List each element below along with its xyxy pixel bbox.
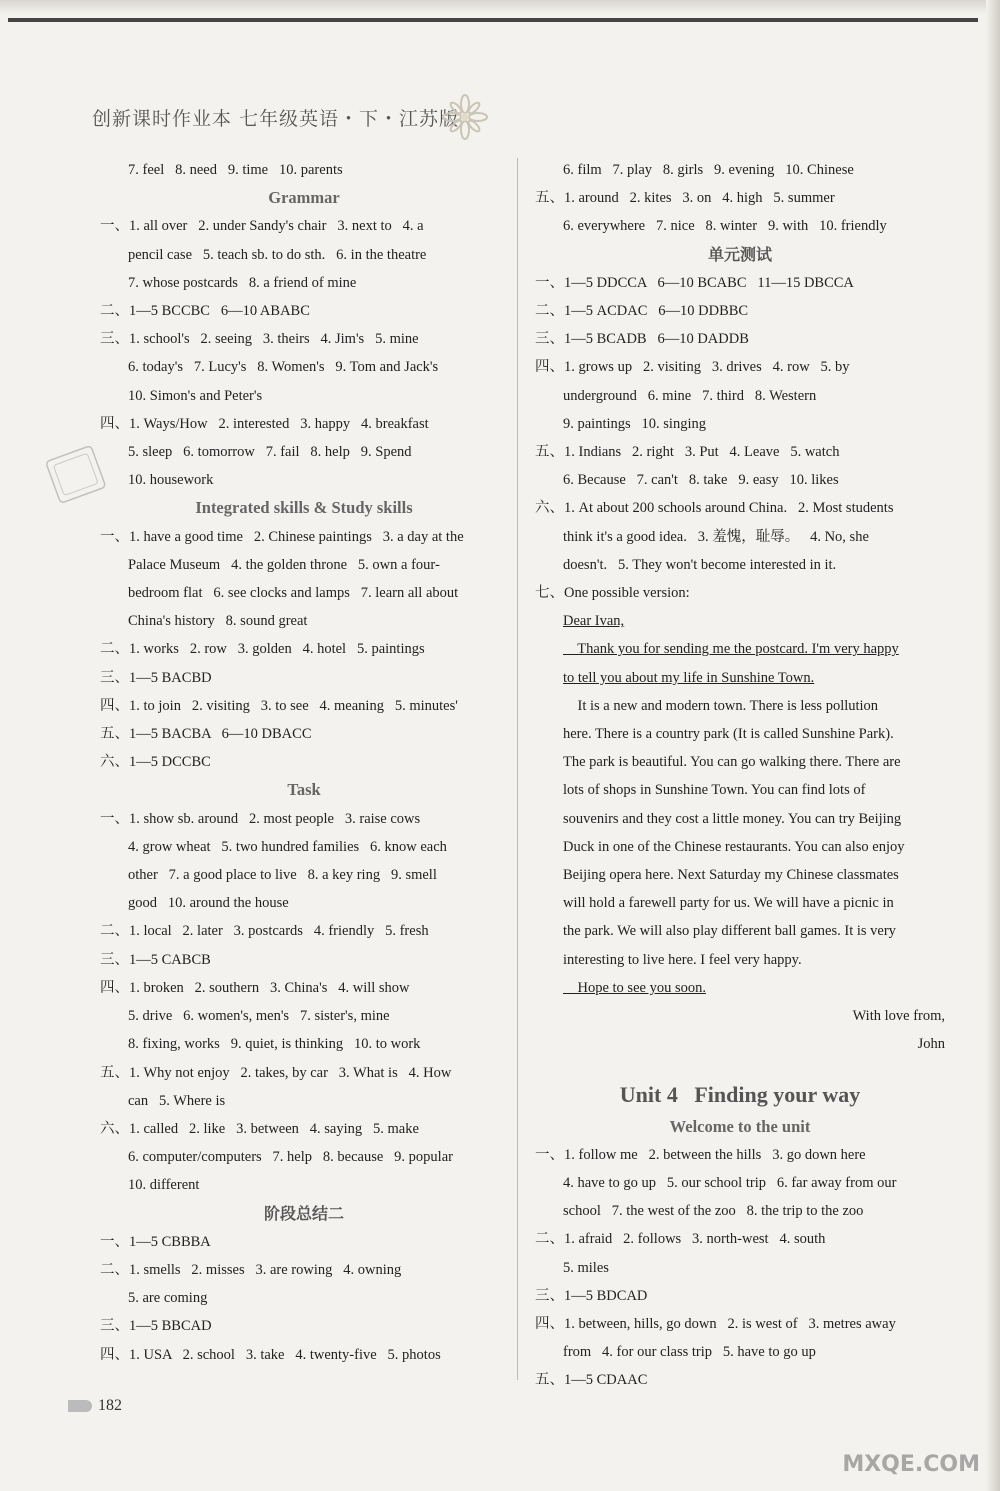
answer-line: 四、1. Ways/How 2. interested 3. happy 4. breakfast (100, 415, 429, 432)
section-heading: Welcome to the unit (669, 1116, 811, 1136)
section-heading: 单元测试 (707, 244, 772, 264)
page-tab-icon (68, 1400, 92, 1412)
page-footer (68, 1397, 122, 1415)
answer-line: 4. have to go up 5. our school trip 6. far away from our (563, 1174, 897, 1191)
answer-line: 9. paintings 10. singing (563, 415, 706, 432)
answer-line: 三、1—5 BCADB 6—10 DADDB (535, 331, 749, 348)
answer-line: Duck in one of the Chinese restaurants. You can also enjoy (563, 838, 905, 855)
answer-line: the park. We will also play different ball games. It is very (563, 923, 896, 940)
answer-line: China's history 8. sound great (128, 613, 308, 630)
answer-line: 4. grow wheat 5. two hundred families 6. know each (128, 838, 447, 855)
page-number: 182 (98, 1397, 122, 1414)
answer-line: 五、1—5 BACBA 6—10 DBACC (100, 726, 312, 743)
answer-line: 三、1—5 BDCAD (535, 1287, 648, 1304)
answer-line: 一、1. have a good time 2. Chinese paintings 3. a day at the (100, 528, 464, 545)
answer-line: 一、1—5 CBBBA (100, 1233, 211, 1250)
header-title: 创新课时作业本 七年级英语・下・江苏版 (92, 108, 460, 130)
answer-line: pencil case 5. teach sb. to do sth. 6. in the theatre (128, 246, 427, 263)
answer-line: 六、1—5 DCCBC (100, 754, 211, 771)
answer-line: 一、1. show sb. around 2. most people 3. raise cows (100, 810, 421, 827)
answer-line: 二、1. works 2. row 3. golden 4. hotel 5. paintings (100, 641, 425, 658)
answer-line: Dear Ivan, (563, 613, 625, 630)
answer-line: will hold a farewell party for us. We will have a picnic in (563, 895, 894, 912)
unit-title: Unit 4 Finding your way (619, 1081, 861, 1107)
answer-line: from 4. for our class trip 5. have to go up (563, 1344, 816, 1361)
answer-line: bedroom flat 6. see clocks and lamps 7. learn all about (128, 585, 459, 602)
page-right-edge (986, 0, 1000, 1491)
column-divider (517, 158, 518, 1380)
page-top-edge (0, 0, 1000, 14)
answer-line: The park is beautiful. You can go walking there. There are (563, 754, 901, 771)
answer-line: 六、1. called 2. like 3. between 4. saying 5. make (100, 1120, 419, 1137)
answer-line: 8. fixing, works 9. quiet, is thinking 10. to work (128, 1036, 421, 1053)
answer-line: school 7. the west of the zoo 8. the trip to the zoo (563, 1203, 864, 1220)
answer-line: can 5. Where is (128, 1092, 226, 1109)
answer-line: lots of shops in Sunshine Town. You can find lots of (563, 782, 866, 799)
answer-line: 四、1. grows up 2. visiting 3. drives 4. row 5. by (535, 359, 850, 376)
section-heading: 阶段总结二 (263, 1203, 344, 1223)
answer-line: 五、1. around 2. kites 3. on 4. high 5. summer (535, 190, 835, 207)
top-rule (8, 18, 978, 22)
answer-line: 七、One possible version: (535, 585, 690, 602)
section-heading: Task (287, 780, 321, 800)
answer-line: 6. computer/computers 7. help 8. because 9. popular (128, 1149, 453, 1166)
answer-line: 二、1—5 BCCBC 6—10 ABABC (100, 303, 310, 320)
answer-line: 三、1—5 CABCB (100, 951, 211, 968)
answer-line: 三、1—5 BBCAD (100, 1318, 212, 1335)
flower-ornament-icon (440, 94, 490, 140)
answer-line: 10. different (128, 1177, 200, 1194)
answer-line: 6. everywhere 7. nice 8. winter 9. with 10. friendly (563, 218, 887, 235)
answer-line: Palace Museum 4. the golden throne 5. own a four- (128, 556, 440, 573)
answer-line: 二、1. local 2. later 3. postcards 4. friendly 5. fresh (100, 923, 429, 940)
answer-line: 五、1—5 CDAAC (535, 1372, 648, 1389)
answer-line: 6. film 7. play 8. girls 9. evening 10. Chinese (563, 162, 854, 178)
answer-line: to tell you about my life in Sunshine Town. (563, 669, 815, 686)
answer-line: Thank you for sending me the postcard. I'm very happy (563, 641, 899, 658)
answer-line: 四、1. between, hills, go down 2. is west of 3. metres away (535, 1315, 896, 1332)
answer-line: here. There is a country park (It is called Sunshine Park). (563, 726, 894, 743)
answer-line: 三、1—5 BACBD (100, 669, 212, 686)
answer-line: other 7. a good place to live 8. a key ring 9. smell (128, 867, 437, 884)
answer-line: 五、1. Why not enjoy 2. takes, by car 3. What is 4. How (100, 1064, 452, 1081)
answer-line: 7. whose postcards 8. a friend of mine (128, 274, 357, 291)
answer-line: souvenirs and they cost a little money. You can try Beijing (563, 810, 902, 827)
letter-signoff: With love from, (852, 1008, 945, 1025)
answer-line: 10. Simon's and Peter's (128, 387, 263, 404)
answer-line: 6. Because 7. can't 8. take 9. easy 10. likes (563, 472, 839, 489)
section-heading: Grammar (268, 188, 340, 208)
answer-line: 10. housework (128, 472, 214, 489)
answer-line: 一、1. all over 2. under Sandy's chair 3. next to 4. a (100, 218, 424, 235)
answer-line: 六、1. At about 200 schools around China. 2. Most students (535, 500, 894, 517)
answer-line: 五、1. Indians 2. right 3. Put 4. Leave 5. watch (535, 444, 840, 461)
answer-line: 二、1. smells 2. misses 3. are rowing 4. owning (100, 1261, 402, 1278)
answer-line: 5. sleep 6. tomorrow 7. fail 8. help 9. Spend (128, 444, 412, 461)
answer-line: 二、1. afraid 2. follows 3. north-west 4. south (535, 1231, 826, 1248)
answer-line: Hope to see you soon. (563, 979, 706, 996)
answer-line: 5. miles (563, 1259, 609, 1276)
answer-line: 四、1. broken 2. southern 3. China's 4. will show (100, 979, 410, 996)
answer-line: think it's a good idea. 3. 羞愧，耻辱。 4. No, she (563, 528, 869, 545)
answer-line: 三、1. school's 2. seeing 3. theirs 4. Jim's 5. mine (100, 331, 419, 348)
answer-line: 7. feel 8. need 9. time 10. parents (128, 162, 343, 178)
answer-line: good 10. around the house (128, 895, 289, 912)
answer-line: doesn't. 5. They won't become interested in it. (563, 556, 837, 573)
answer-line: underground 6. mine 7. third 8. Western (563, 387, 817, 404)
answer-line: 5. drive 6. women's, men's 7. sister's, mine (128, 1008, 390, 1025)
answer-line: 一、1—5 DDCCA 6—10 BCABC 11—15 DBCCA (535, 274, 854, 291)
watermark: MXQE.COM (842, 1452, 980, 1477)
answer-line: Beijing opera here. Next Saturday my Chinese classmates (563, 867, 899, 884)
answer-line: 四、1. USA 2. school 3. take 4. twenty-five 5. photos (100, 1346, 441, 1363)
right-column (535, 156, 945, 1395)
answer-line: 5. are coming (128, 1290, 208, 1307)
letter-signoff: John (917, 1036, 945, 1053)
left-column (100, 156, 508, 1369)
answer-line: 二、1—5 ACDAC 6—10 DDBBC (535, 303, 749, 320)
answer-line: It is a new and modern town. There is less pollution (563, 697, 879, 714)
answer-line: 6. today's 7. Lucy's 8. Women's 9. Tom and Jack's (128, 359, 439, 376)
section-heading: Integrated skills & Study skills (195, 498, 413, 518)
answer-line: 一、1. follow me 2. between the hills 3. go down here (535, 1146, 866, 1163)
answer-line: interesting to live here. I feel very happy. (563, 951, 802, 968)
answer-line: 四、1. to join 2. visiting 3. to see 4. meaning 5. minutes' (100, 697, 458, 714)
